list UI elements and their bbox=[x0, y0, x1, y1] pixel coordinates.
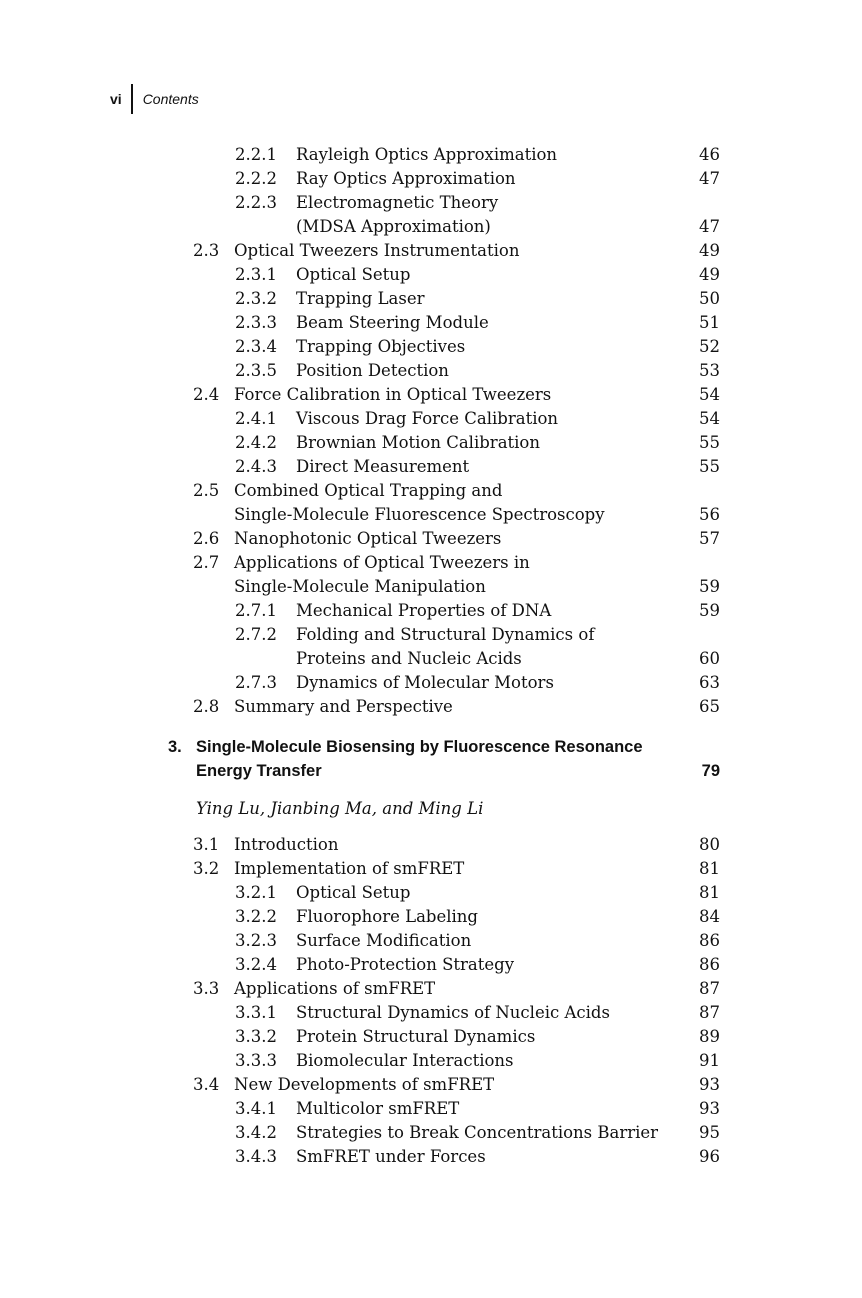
toc-entry-page: 50 bbox=[699, 289, 720, 308]
toc-entry-number: 2.8 bbox=[193, 697, 220, 716]
toc-entry-page: 80 bbox=[699, 835, 720, 854]
toc-entry-title: Direct Measurement bbox=[296, 457, 470, 476]
toc-entry-title: Photo-Protection Strategy bbox=[296, 955, 515, 974]
toc-entry-title: Optical Setup bbox=[296, 883, 411, 902]
chapter-page: 79 bbox=[701, 762, 720, 780]
toc-entry-number: 2.3.2 bbox=[235, 289, 277, 308]
header-rule bbox=[131, 84, 133, 114]
toc-entry-title: Mechanical Properties of DNA bbox=[296, 601, 552, 620]
toc-entry-number: 2.4.1 bbox=[235, 409, 277, 428]
toc-entry-title: SmFRET under Forces bbox=[296, 1147, 486, 1166]
toc-entry-title: Applications of Optical Tweezers in bbox=[234, 553, 530, 572]
toc-entry-title: Structural Dynamics of Nucleic Acids bbox=[296, 1003, 610, 1022]
chapter-title: Single-Molecule Biosensing by Fluorescence Resonance bbox=[196, 738, 643, 756]
toc-entry-page: 87 bbox=[699, 1003, 720, 1022]
toc-entry-title: Force Calibration in Optical Tweezers bbox=[234, 385, 552, 404]
toc-entry-title: New Developments of smFRET bbox=[234, 1075, 495, 1094]
toc-entry-title: Proteins and Nucleic Acids bbox=[296, 649, 522, 668]
toc-entry-page: 93 bbox=[699, 1075, 720, 1094]
running-title: Contents bbox=[142, 91, 199, 107]
toc-entry-page: 49 bbox=[699, 241, 720, 260]
toc-entry-number: 2.5 bbox=[193, 481, 220, 500]
toc-entry-title: Biomolecular Interactions bbox=[296, 1051, 514, 1070]
toc-entry-title: Applications of smFRET bbox=[234, 979, 436, 998]
toc-entry-page: 65 bbox=[699, 697, 720, 716]
toc-entry-page: 89 bbox=[699, 1027, 720, 1046]
toc-entry-page: 46 bbox=[699, 145, 720, 164]
toc-entry-page: 54 bbox=[699, 385, 720, 404]
toc-entry-number: 2.4.2 bbox=[235, 433, 277, 452]
toc-entry-title: Optical Setup bbox=[296, 265, 411, 284]
toc-entry-title: Trapping Laser bbox=[296, 289, 425, 308]
toc-entry-title: Ray Optics Approximation bbox=[296, 169, 516, 188]
chapter-number: 3. bbox=[168, 738, 182, 756]
toc-entry-title: Surface Modification bbox=[296, 931, 472, 950]
toc-entry-number: 3.4.1 bbox=[235, 1099, 277, 1118]
toc-entry-number: 2.7.2 bbox=[235, 625, 277, 644]
toc-entry-page: 84 bbox=[699, 907, 720, 926]
chapter-title: Energy Transfer bbox=[196, 762, 322, 780]
toc-entry-number: 2.2.2 bbox=[235, 169, 277, 188]
toc-entry-title: Brownian Motion Calibration bbox=[296, 433, 540, 452]
toc-entry-number: 3.2 bbox=[193, 859, 220, 878]
toc-entry-number: 2.3.1 bbox=[235, 265, 277, 284]
toc-entry-title: Summary and Perspective bbox=[234, 697, 453, 716]
toc-entry-title: (MDSA Approximation) bbox=[296, 217, 491, 236]
toc-entry-number: 2.7.1 bbox=[235, 601, 277, 620]
toc-entry-title: Dynamics of Molecular Motors bbox=[296, 673, 554, 692]
toc-entry-title: Multicolor smFRET bbox=[296, 1099, 460, 1118]
toc-entry-title: Trapping Objectives bbox=[296, 337, 466, 356]
toc-entry-number: 3.3.2 bbox=[235, 1027, 277, 1046]
toc-entry-title: Nanophotonic Optical Tweezers bbox=[234, 529, 502, 548]
toc-entry-number: 2.7.3 bbox=[235, 673, 277, 692]
toc-entry-page: 63 bbox=[699, 673, 720, 692]
toc-entry-number: 2.3.4 bbox=[235, 337, 277, 356]
toc-entry-page: 59 bbox=[699, 577, 720, 596]
toc-entry-number: 2.3.5 bbox=[235, 361, 277, 380]
toc-entry-page: 91 bbox=[699, 1051, 720, 1070]
toc-entry-number: 2.6 bbox=[193, 529, 220, 548]
toc-entry-page: 53 bbox=[699, 361, 720, 380]
toc-entry-number: 3.4.3 bbox=[235, 1147, 277, 1166]
toc-entry-number: 3.2.4 bbox=[235, 955, 277, 974]
toc-entry-page: 47 bbox=[699, 169, 720, 188]
toc-entry-title: Position Detection bbox=[296, 361, 449, 380]
toc-entry-page: 54 bbox=[699, 409, 720, 428]
toc-entry-page: 81 bbox=[699, 883, 720, 902]
toc-entry-number: 3.3.3 bbox=[235, 1051, 277, 1070]
toc-entry-page: 52 bbox=[699, 337, 720, 356]
toc-entry-number: 3.3.1 bbox=[235, 1003, 277, 1022]
page-number: vi bbox=[110, 91, 122, 107]
toc-entry-number: 3.1 bbox=[193, 835, 220, 854]
toc-entry-title: Folding and Structural Dynamics of bbox=[296, 625, 595, 644]
toc-entry-title: Viscous Drag Force Calibration bbox=[296, 409, 559, 428]
toc-entry-title: Electromagnetic Theory bbox=[296, 193, 499, 212]
toc-entry-number: 2.2.1 bbox=[235, 145, 277, 164]
toc-entry-number: 3.3 bbox=[193, 979, 220, 998]
toc-entry-page: 57 bbox=[699, 529, 720, 548]
toc-entry-number: 3.4.2 bbox=[235, 1123, 277, 1142]
toc-entry-page: 87 bbox=[699, 979, 720, 998]
toc-entry-number: 2.4.3 bbox=[235, 457, 277, 476]
toc-entry-title: Introduction bbox=[234, 835, 339, 854]
toc-entry-page: 96 bbox=[699, 1147, 720, 1166]
toc-entry-title: Single-Molecule Fluorescence Spectroscopy bbox=[234, 505, 605, 524]
toc-entry-page: 81 bbox=[699, 859, 720, 878]
chapter-authors: Ying Lu, Jianbing Ma, and Ming Li bbox=[196, 799, 484, 818]
toc-entry-page: 49 bbox=[699, 265, 720, 284]
running-head bbox=[110, 84, 199, 114]
toc-entry-page: 55 bbox=[699, 433, 720, 452]
toc-entry-page: 95 bbox=[699, 1123, 720, 1142]
toc-entry-page: 56 bbox=[699, 505, 720, 524]
toc-entry-title: Protein Structural Dynamics bbox=[296, 1027, 536, 1046]
toc-entry-title: Implementation of smFRET bbox=[234, 859, 465, 878]
toc-entry-page: 47 bbox=[699, 217, 720, 236]
toc-entry-title: Rayleigh Optics Approximation bbox=[296, 145, 558, 164]
toc-entry-number: 3.2.2 bbox=[235, 907, 277, 926]
toc-entry-page: 86 bbox=[699, 955, 720, 974]
toc-entry-number: 2.4 bbox=[193, 385, 220, 404]
toc-entry-number: 2.3.3 bbox=[235, 313, 277, 332]
toc-entry-number: 2.2.3 bbox=[235, 193, 277, 212]
toc-entry-number: 2.3 bbox=[193, 241, 220, 260]
toc-entry-number: 3.2.1 bbox=[235, 883, 277, 902]
toc-entry-page: 59 bbox=[699, 601, 720, 620]
toc-entry-number: 2.7 bbox=[193, 553, 220, 572]
toc-entry-title: Fluorophore Labeling bbox=[296, 907, 478, 926]
toc-entry-number: 3.4 bbox=[193, 1075, 220, 1094]
toc-entry-title: Single-Molecule Manipulation bbox=[234, 577, 486, 596]
toc-entry-title: Combined Optical Trapping and bbox=[234, 481, 503, 500]
toc-entry-page: 93 bbox=[699, 1099, 720, 1118]
toc-entry-title: Strategies to Break Concentrations Barrier bbox=[296, 1123, 659, 1142]
toc-entry-page: 86 bbox=[699, 931, 720, 950]
toc-entry-title: Optical Tweezers Instrumentation bbox=[234, 241, 520, 260]
toc-entry-page: 51 bbox=[699, 313, 720, 332]
toc-entry-page: 60 bbox=[699, 649, 720, 668]
toc-entry-page: 55 bbox=[699, 457, 720, 476]
toc-entry-title: Beam Steering Module bbox=[296, 313, 489, 332]
toc-entry-number: 3.2.3 bbox=[235, 931, 277, 950]
